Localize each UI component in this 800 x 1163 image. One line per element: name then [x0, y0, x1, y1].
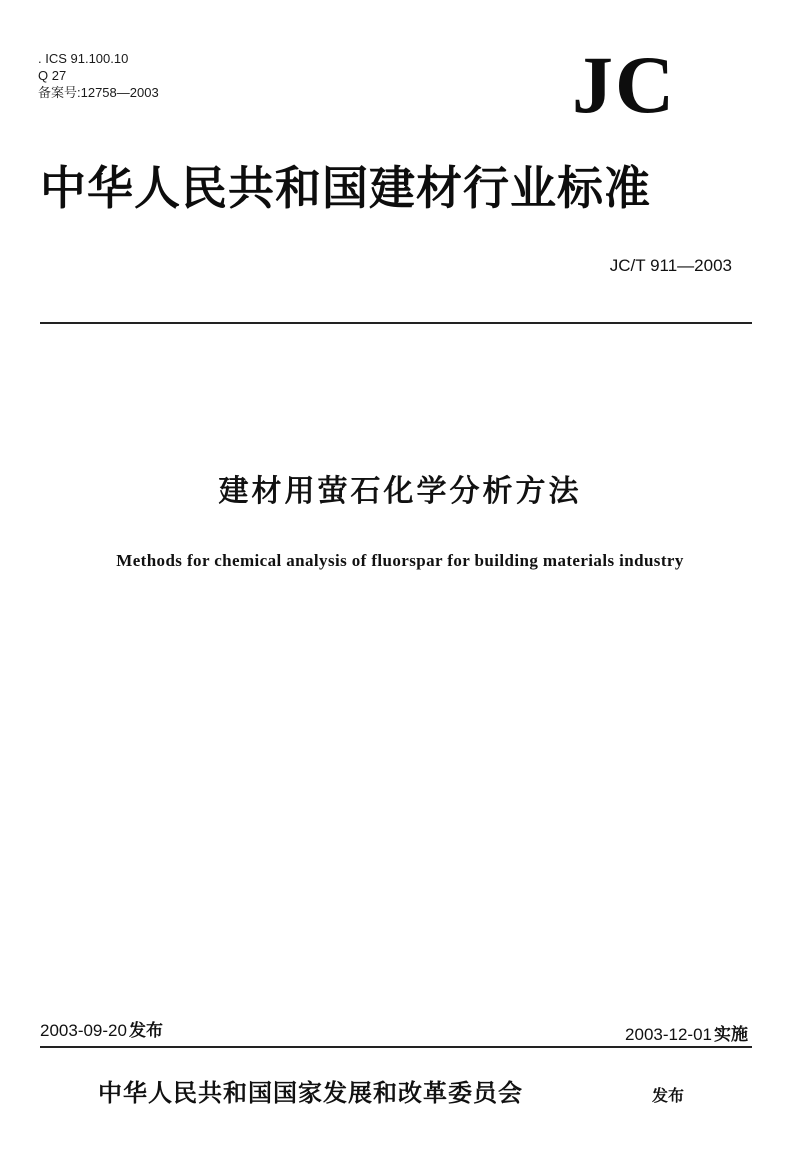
document-title-english: Methods for chemical analysis of fluorspar for building materials industry: [116, 551, 684, 570]
classification-block: [38, 50, 159, 101]
implementation-label: 实施: [714, 1025, 748, 1045]
ics-code: . ICS 91.100.10: [38, 51, 129, 66]
ccs-code: Q 27: [38, 68, 67, 83]
implementation-date-block: [625, 1024, 748, 1046]
filing-number: 备案号:12758—2003: [38, 85, 159, 100]
jc-logo: JC: [572, 39, 677, 130]
bottom-divider: [40, 1046, 752, 1048]
issue-date: 2003-09-20: [40, 1021, 127, 1040]
top-divider: [40, 322, 752, 324]
standard-number: JC/T 911—2003: [609, 256, 732, 275]
publisher-name: 中华人民共和国国家发展和改革委员会: [98, 1079, 523, 1107]
publish-label: 发布: [652, 1086, 685, 1105]
standard-category-title: 中华人民共和国建材行业标准: [40, 161, 651, 215]
issue-date-block: [40, 1020, 163, 1042]
issue-label: 发布: [128, 1021, 163, 1041]
implementation-date: 2003-12-01: [625, 1025, 712, 1044]
document-title-chinese: 建材用萤石化学分析方法: [218, 474, 582, 509]
